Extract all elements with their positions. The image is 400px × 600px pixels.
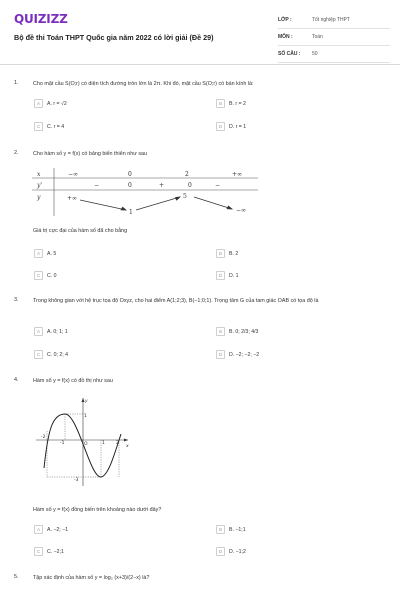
option-text: D. −1;2	[229, 548, 246, 555]
table-sign: +	[159, 182, 165, 189]
meta-value: Toán	[312, 34, 323, 40]
question-number: 2.	[14, 150, 19, 156]
option-text: A. −2; −1	[47, 526, 69, 533]
meta-row-class	[278, 12, 390, 29]
function-curve	[44, 414, 121, 477]
meta-value: Tốt nghiệp THPT	[312, 17, 350, 23]
option-d[interactable]	[216, 547, 246, 556]
option-text: D. r = 1	[229, 123, 247, 130]
axis-x-label: x	[126, 444, 129, 449]
increasing-arrow	[136, 197, 180, 210]
table-x-value: 0	[128, 171, 132, 178]
option-text: A. 5	[47, 250, 57, 257]
option-c[interactable]	[34, 122, 64, 131]
option-text: D. −2; −2; −2	[229, 351, 260, 358]
question-text: Tập xác định của hàm số y = log₂ (x+3)/(2−x) là?	[33, 575, 150, 581]
decreasing-arrow	[80, 200, 126, 210]
table-sign: −	[215, 182, 221, 189]
option-text: C. −2;1	[47, 548, 64, 555]
meta-table	[278, 12, 390, 63]
option-d[interactable]	[216, 350, 259, 359]
variation-table	[32, 166, 262, 218]
question-subtext: Hàm số y = f(x) đồng biến trên khoảng nào dưới đây?	[33, 507, 162, 513]
option-letter: D	[216, 122, 225, 131]
option-text: C. r = 4	[47, 123, 65, 130]
arrow-head	[121, 207, 126, 210]
table-sign: 0	[128, 182, 132, 189]
table-y-value: +∞	[67, 195, 78, 202]
option-letter: A	[34, 249, 43, 258]
table-sign: −	[94, 182, 100, 189]
question-number: 5.	[14, 574, 19, 580]
question-number: 1.	[14, 80, 19, 86]
option-d[interactable]	[216, 271, 239, 280]
tick-label: -1	[60, 441, 65, 446]
option-d[interactable]	[216, 122, 246, 131]
option-letter: B	[216, 525, 225, 534]
tick-label: -2	[41, 435, 46, 440]
quizizz-logo: QUIZIZZ	[14, 12, 68, 26]
tick-label: 1	[102, 441, 105, 446]
tick-label: 2	[116, 441, 119, 446]
table-x-value: +∞	[232, 171, 243, 178]
table-y-label: y	[37, 194, 41, 201]
option-c[interactable]	[34, 350, 68, 359]
option-text: B. −1;1	[229, 526, 246, 533]
decreasing-arrow	[194, 197, 232, 209]
page-title: Bộ đề thi Toán THPT Quốc gia năm 2022 có lời giải (Đề 29)	[14, 33, 214, 42]
table-y-value: 5	[183, 193, 187, 200]
option-letter: A	[34, 327, 43, 336]
option-letter: D	[216, 350, 225, 359]
worksheet-header	[0, 0, 400, 64]
option-b[interactable]	[216, 249, 238, 258]
meta-row-subject	[278, 29, 390, 46]
question-text: Cho hàm số y = f(x) có bảng biến thiên như sau	[33, 151, 148, 157]
option-letter: D	[216, 547, 225, 556]
arrow-head	[227, 206, 232, 209]
option-a[interactable]	[34, 525, 68, 534]
tick-label: 1	[84, 414, 87, 419]
meta-key: LỚP :	[278, 17, 292, 23]
question-text: Trong không gian với hệ trục tọa độ Oxyz, cho hai điểm A(1;2;3), B(−1;0;1). Trọng tâm G của tam giác OAB có tọa độ là	[33, 298, 319, 304]
table-yprime-label: y'	[37, 182, 43, 189]
axis-y-label: y	[85, 399, 88, 404]
tick-label: O	[84, 442, 88, 447]
option-text: B. 2	[229, 250, 239, 257]
question-text: Hàm số y = f(x) có đồ thị như sau	[33, 378, 113, 384]
x-axis-arrow	[124, 439, 128, 442]
meta-row-count	[278, 46, 390, 63]
table-x-value: 2	[185, 171, 189, 178]
question-number: 3.	[14, 297, 19, 303]
option-text: B. 0; 2/3; 4/3	[229, 328, 259, 335]
option-a[interactable]	[34, 327, 68, 336]
option-text: C. 0	[47, 272, 57, 279]
option-letter: B	[216, 99, 225, 108]
option-a[interactable]	[34, 99, 67, 108]
question-subtext: Giá trị cực đại của hàm số đã cho bằng	[33, 228, 128, 234]
table-y-value: 1	[129, 209, 133, 216]
option-text: A. 0; 1; 1	[47, 328, 68, 335]
option-a[interactable]	[34, 249, 56, 258]
option-b[interactable]	[216, 327, 258, 336]
option-letter: D	[216, 271, 225, 280]
option-letter: B	[216, 249, 225, 258]
meta-value: 50	[312, 51, 318, 57]
option-text: C. 0; 2; 4	[47, 351, 69, 358]
table-x-value: −∞	[68, 171, 79, 178]
option-letter: C	[34, 547, 43, 556]
option-letter: B	[216, 327, 225, 336]
option-c[interactable]	[34, 271, 57, 280]
option-letter: C	[34, 271, 43, 280]
question-text: Cho mặt cầu S(O;r) có diện tích đường tròn lớn là 2π. Khi đó, mặt cầu S(O;r) có bán kính là:	[33, 81, 254, 87]
function-graph	[34, 396, 130, 488]
option-text: B. r = 2	[229, 100, 246, 107]
meta-key: SỐ CÂU :	[278, 51, 301, 57]
option-letter: C	[34, 122, 43, 131]
tick-label: -3	[74, 478, 79, 483]
table-sign: 0	[188, 182, 192, 189]
option-b[interactable]	[216, 99, 246, 108]
header-divider	[0, 64, 400, 65]
option-c[interactable]	[34, 547, 64, 556]
table-y-value: −∞	[236, 207, 247, 214]
option-text: A. r = √2	[47, 100, 67, 107]
option-letter: A	[34, 525, 43, 534]
option-text: D. 1	[229, 272, 239, 279]
question-number: 4.	[14, 377, 19, 383]
option-letter: A	[34, 99, 43, 108]
meta-key: MÔN :	[278, 34, 293, 40]
option-letter: C	[34, 350, 43, 359]
option-b[interactable]	[216, 525, 246, 534]
table-x-label: x	[37, 171, 41, 178]
arrow-head	[176, 197, 181, 200]
